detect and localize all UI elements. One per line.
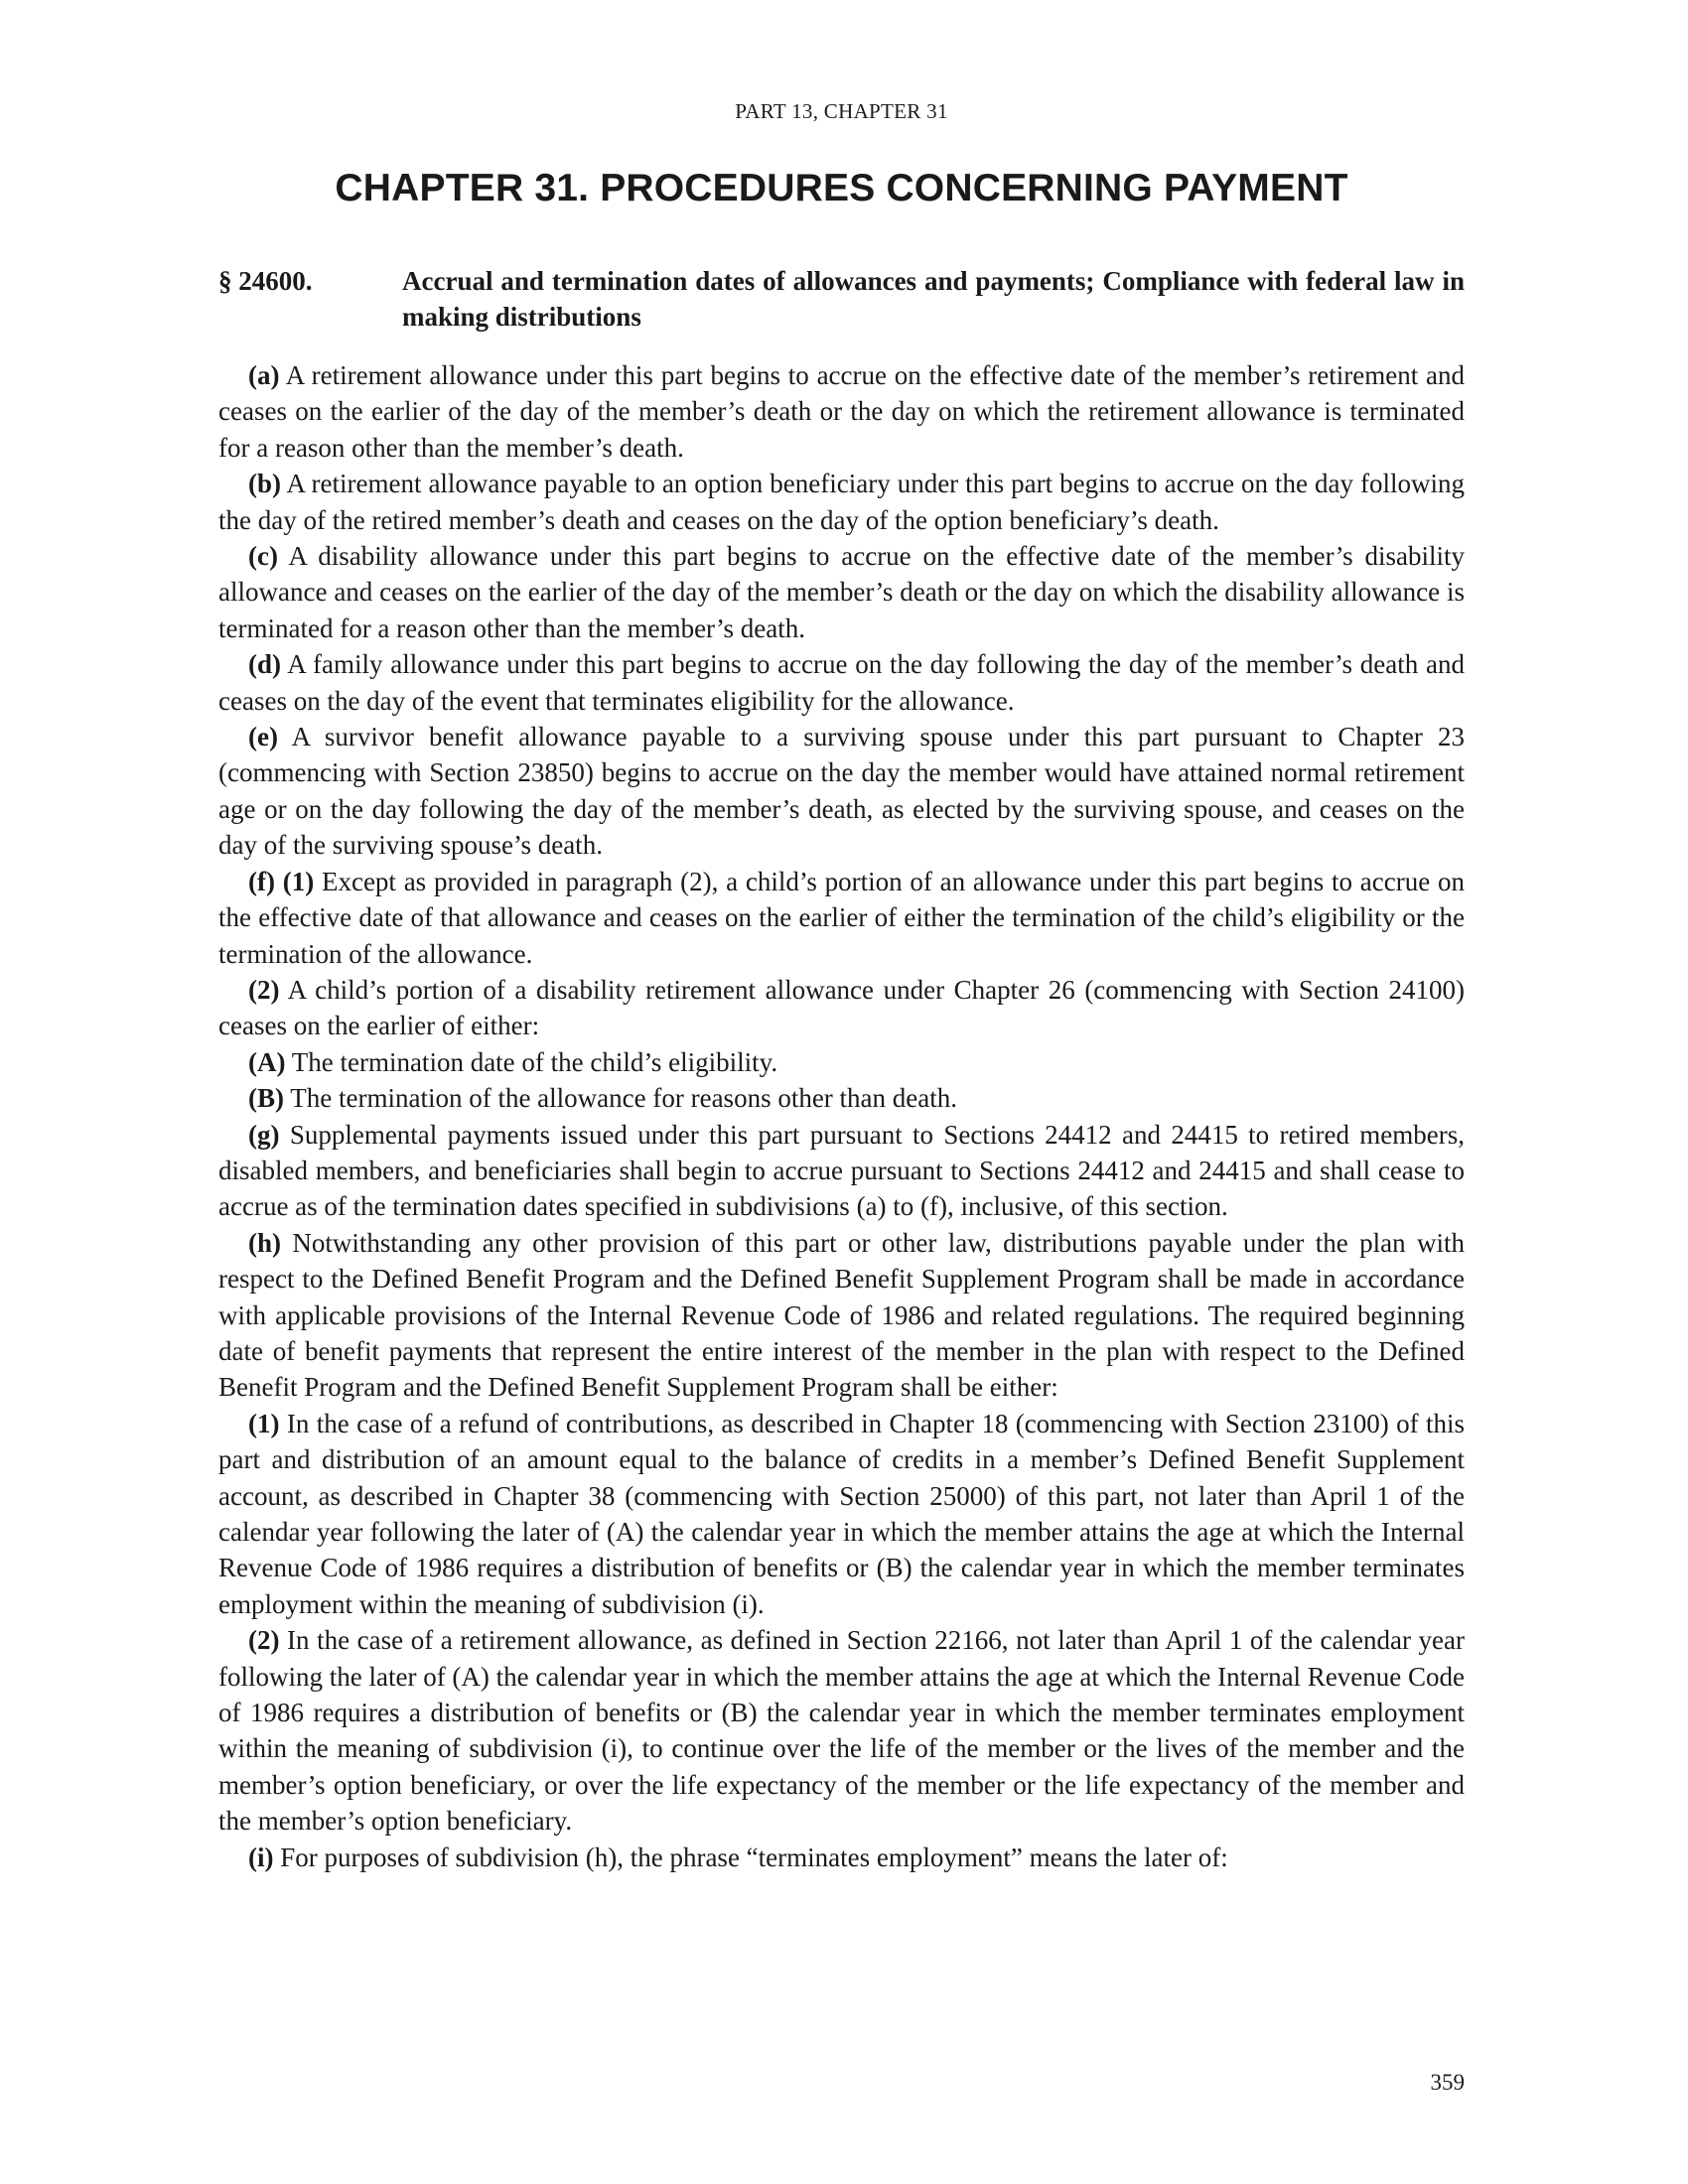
paragraph — [218, 1117, 1465, 1225]
paragraph — [218, 972, 1465, 1044]
paragraph — [218, 1406, 1465, 1622]
section-body — [218, 357, 1465, 1875]
paragraph-label: (c) — [248, 541, 278, 572]
paragraph-text: A survivor benefit allowance payable to a surviving spouse under this part pursuant to Chapter 23 (commencing with Section 23850) begins to accrue on the day the member would have attained normal retirement age or on the day following the day of the member’s death, as elected by the surviving spouse, and ceases on the day of the surviving spouse’s death. — [218, 722, 1465, 861]
paragraph-text: The termination date of the child’s eligibility. — [285, 1046, 778, 1077]
paragraph-label: (2) — [248, 974, 280, 1005]
section-title: Accrual and termination dates of allowances and payments; Compliance with federal law in making distributions — [402, 266, 1465, 332]
section-heading — [218, 263, 1465, 335]
paragraph-label: (2) — [248, 1625, 280, 1656]
paragraph — [218, 719, 1465, 864]
paragraph-text: A child’s portion of a disability retirement allowance under Chapter 26 (commencing with Section 24100) ceases on the earlier of either: — [218, 974, 1465, 1041]
paragraph — [218, 864, 1465, 972]
paragraph-label: (h) — [248, 1227, 281, 1258]
paragraph-text: Except as provided in paragraph (2), a child’s portion of an allowance under this part begins to accrue on the effective date of that allowance and ceases on the earlier of either the termination of the child’s eligibility or the termination of the allowance. — [218, 866, 1465, 969]
paragraph-label: (f) (1) — [248, 866, 315, 896]
section-number: § 24600. — [218, 266, 313, 296]
paragraph-text: A family allowance under this part begins to accrue on the day following the day of the member’s death and ceases on the day of the event that terminates eligibility for the allowance. — [218, 649, 1465, 716]
paragraph — [218, 357, 1465, 466]
paragraph — [218, 646, 1465, 719]
paragraph — [218, 1225, 1465, 1406]
paragraph — [218, 1044, 1465, 1080]
page-number: 359 — [1430, 2070, 1465, 2095]
paragraph-text: A retirement allowance payable to an option beneficiary under this part begins to accrue on the day following the day of the retired member’s death and ceases on the day of the option beneficiary’s death. — [218, 469, 1465, 535]
paragraph-label: (d) — [248, 649, 281, 680]
paragraph-label: (a) — [248, 360, 280, 390]
paragraph-label: (i) — [248, 1842, 274, 1872]
chapter-title: CHAPTER 31. PROCEDURES CONCERNING PAYMENT — [335, 167, 1348, 209]
paragraph-text: The termination of the allowance for reasons other than death. — [284, 1083, 958, 1114]
running-head: PART 13, CHAPTER 31 — [735, 99, 948, 123]
paragraph-label: (1) — [248, 1408, 280, 1438]
paragraph-text: A disability allowance under this part begins to accrue on the effective date of the member’s disability allowance and ceases on the earlier of the day of the member’s death or the day on which the disability allowance is terminated for a reason other than the member’s death. — [218, 541, 1465, 643]
paragraph-text: Notwithstanding any other provision of this part or other law, distributions payable under the plan with respect to the Defined Benefit Program and the Defined Benefit Supplement Program shall be made in accordance with applicable provisions of the Internal Revenue Code of 1986 and related regulations. The required beginning date of benefit payments that represent the entire interest of the member in the plan with respect to the Defined Benefit Program and the Defined Benefit Supplement Program shall be either: — [218, 1227, 1465, 1403]
paragraph — [218, 1622, 1465, 1839]
paragraph-label: (g) — [248, 1119, 280, 1150]
paragraph — [218, 1080, 1465, 1116]
paragraph-text: In the case of a retirement allowance, as defined in Section 22166, not later than April 1 of the calendar year following the later of (A) the calendar year in which the member attains the age at which the Internal Revenue Code of 1986 requires a distribution of benefits or (B) the calendar year in which the member terminates employment within the meaning of subdivision (i), to continue over the life of the member or the lives of the member and the member’s option beneficiary, or over the life expectancy of the member or the life expectancy of the member and the member’s option beneficiary. — [218, 1625, 1466, 1837]
paragraph-label: (b) — [248, 469, 281, 499]
paragraph-text: Supplemental payments issued under this part pursuant to Sections 24412 and 24415 to retired members, disabled members, and beneficiaries shall begin to accrue pursuant to Sections 24412 and 24415 and shall cease to accrue as of the termination dates specified in subdivisions (a) to (f), inclusive, of this section. — [218, 1119, 1465, 1222]
paragraph-label: (e) — [248, 722, 278, 752]
paragraph — [218, 466, 1465, 538]
paragraph-text: For purposes of subdivision (h), the phrase “terminates employment” means the later of: — [273, 1842, 1228, 1872]
paragraph — [218, 1840, 1465, 1875]
paragraph-text: In the case of a refund of contributions, as described in Chapter 18 (commencing with Section 23100) of this part and distribution of an amount equal to the balance of credits in a member’s Defined Benefit Supplement account, as described in Chapter 38 (commencing with Section 25000) of this part, not later than April 1 of the calendar year following the later of (A) the calendar year in which the member attains the age at which the Internal Revenue Code of 1986 requires a distribution of benefits or (B) the calendar year in which the member terminates employment within the meaning of subdivision (i). — [218, 1408, 1465, 1619]
paragraph — [218, 538, 1465, 646]
paragraph-label: (A) — [248, 1046, 286, 1077]
paragraph-text: A retirement allowance under this part begins to accrue on the effective date of the member’s retirement and ceases on the earlier of the day of the member’s death or the day on which the retirement allowance is terminated for a reason other than the member’s death. — [218, 360, 1465, 463]
paragraph-label: (B) — [248, 1083, 284, 1114]
